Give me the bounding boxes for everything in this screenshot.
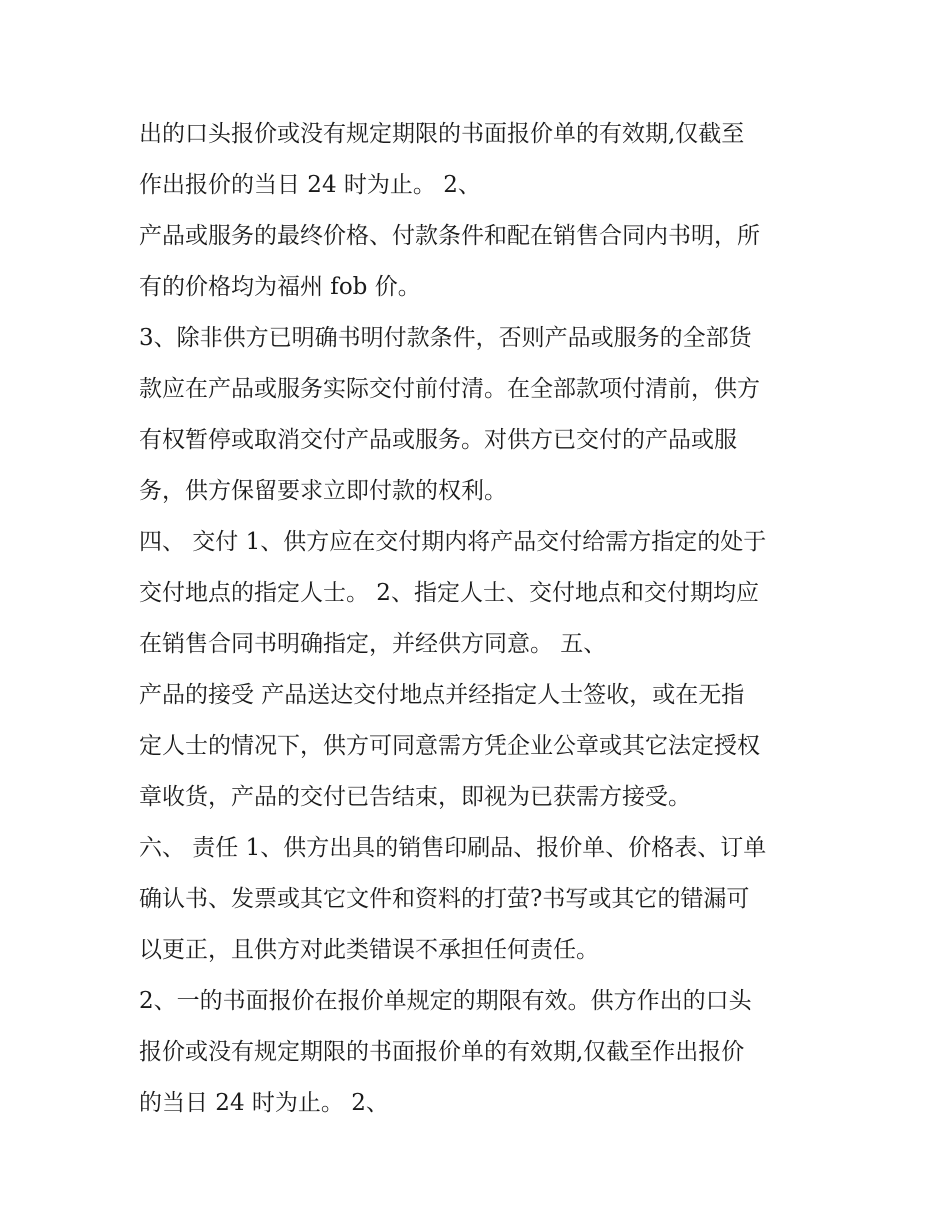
text-line: 交付地点的指定人士。 2、指定人士、交付地点和交付期均应 — [139, 580, 759, 606]
text-line: 产品或服务的最终价格、付款条件和配在销售合同内书明，所 — [139, 223, 760, 249]
text-line: 作出报价的当日 24 时为止。 2、 — [139, 172, 481, 198]
text-line: 的当日 24 时为止。 2、 — [139, 1090, 389, 1116]
text-line: 有权暂停或取消交付产品或服务。对供方已交付的产品或服 — [139, 427, 737, 453]
text-line: 六、 责任 1、供方出具的销售印刷品、报价单、价格表、订单 — [139, 835, 767, 861]
text-line: 有的价格均为福州 fob 价。 — [139, 274, 421, 300]
text-line: 出的口头报价或没有规定期限的书面报价单的有效期,仅截至 — [139, 121, 745, 147]
text-line: 四、 交付 1、供方应在交付期内将产品交付给需方指定的处于 — [139, 529, 767, 555]
text-line: 章收货，产品的交付已告结束，即视为已获需方接受。 — [139, 784, 691, 810]
text-line: 在销售合同书明确指定，并经供方同意。 五、 — [139, 631, 607, 657]
text-line: 2、一的书面报价在报价单规定的期限有效。供方作出的口头 — [139, 988, 752, 1014]
text-line: 以更正，且供方对此类错误不承担任何责任。 — [139, 937, 599, 963]
text-line: 报价或没有规定期限的书面报价单的有效期,仅截至作出报价 — [139, 1039, 745, 1065]
text-line: 3、除非供方已明确书明付款条件，否则产品或服务的全部货 — [139, 325, 752, 351]
text-line: 款应在产品或服务实际交付前付清。在全部款项付清前，供方 — [139, 376, 760, 402]
text-line: 产品的接受 产品送达交付地点并经指定人士签收，或在无指 — [139, 682, 745, 708]
text-line: 确认书、发票或其它文件和资料的打萤?书写或其它的错漏可 — [139, 886, 750, 912]
document-body — [139, 109, 819, 1129]
text-line: 务，供方保留要求立即付款的权利。 — [139, 478, 507, 504]
text-line: 定人士的情况下，供方可同意需方凭企业公章或其它法定授权 — [139, 733, 760, 759]
